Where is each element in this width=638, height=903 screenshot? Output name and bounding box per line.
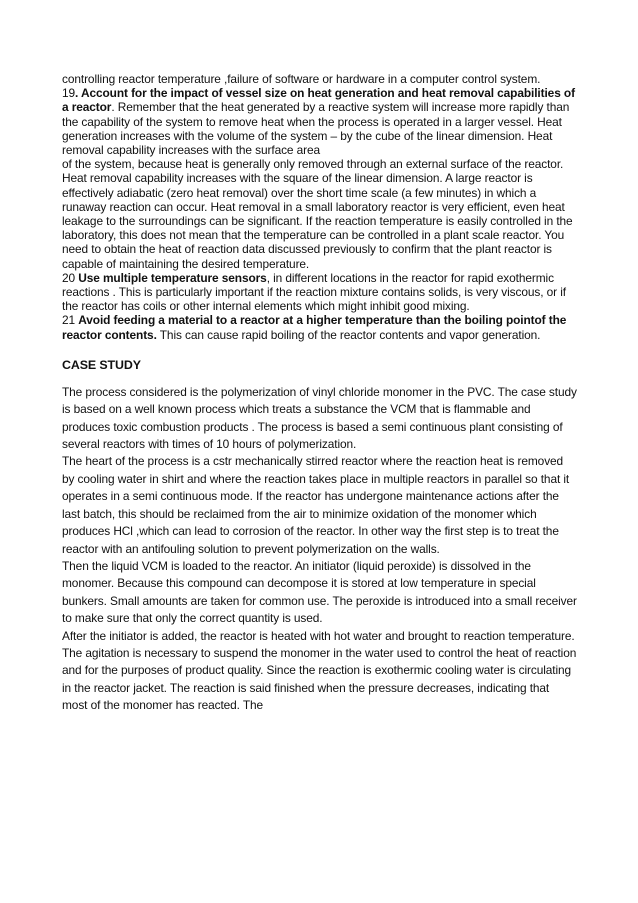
- item-21-number: 21: [62, 313, 79, 328]
- item-20-number: 20: [62, 270, 79, 285]
- case-study-paragraph-2: The heart of the process is a cstr mechanically stirred reactor where the reaction heat is removed by cooling water in shirt and where the reaction takes place in multiple reactors in parallel so that it operates in a semi continuous mode. If the reactor has undergone maintenance actions after the last batch, this should be reclaimed from the air to minimize oxidation of the monomer which produces HCl ,which can lead to corrosion of the reactor. In other way the first step is to treat the reactor with an antifouling solution to prevent polymerization on the walls.: [62, 454, 570, 556]
- case-study-paragraph-1: The process considered is the polymerization of vinyl chloride monomer in the PVC. The case study is based on a well known process which treats a substance the VCM that is flammable and produces toxic combustion products . The process is based a semi continuous plant consisting of several reactors with times of 10 hours of polymerization.: [62, 384, 577, 452]
- case-study-title: CASE STUDY: [62, 357, 141, 372]
- intro-text: controlling reactor temperature ,failure of software or hardware in a computer control system.: [62, 72, 541, 86]
- item-19: [62, 86, 577, 157]
- item-19-continued: of the system, because heat is generally only removed through an external surface of the reactor. Heat removal capability increases with the square of the linear dimension. A large reactor is effectively adiabatic (zero heat removal) over the short time scale (a few minutes) in which a runaway reaction can occur. Heat removal in a small laboratory reactor is very efficient, even heat leakage to the surroundings can be significant. If the reaction temperature is easily controlled in the laboratory, this does not mean that the temperature can be controlled in a plant scale reactor. You need to obtain the heat of reaction data discussed previously to confirm that the plant reactor is capable of maintaining the desired temperature.: [62, 157, 573, 271]
- document-page: [62, 72, 577, 715]
- item-19-heading: . Account for the impact of vessel size on heat generation and heat removal capabilities of a reactor: [62, 86, 575, 115]
- item-19-number: 19: [62, 86, 76, 101]
- case-study-paragraph-3: Then the liquid VCM is loaded to the reactor. An initiator (liquid peroxide) is dissolved in the monomer. Because this compound can decompose it is stored at low temperature in special bunkers. Small amounts are taken for common use. The peroxide is introduced into a small receiver to make sure that only the correct quantity is used.: [62, 558, 577, 626]
- item-20-heading: Use multiple temperature sensors: [78, 270, 267, 285]
- item-21-body: This can cause rapid boiling of the reactor contents and vapor generation.: [156, 327, 541, 342]
- case-study-paragraph-4: After the initiator is added, the reactor is heated with hot water and brought to reaction temperature. The agitation is necessary to suspend the monomer in the water used to control the heat of reaction and for the purposes of product quality. Since the reaction is exothermic cooling water is circulating in the reactor jacket. The reaction is said finished when the pressure decreases, indicating that most of the monomer has reacted. The: [62, 628, 577, 713]
- item-20-body: , in different locations in the reactor for rapid exothermic reactions . This is particularly important if the reaction mixture contains solids, is very viscous, or if the reactor has coils or other internal elements which might inhibit good mixing.: [62, 270, 566, 314]
- item-19-body: . Remember that the heat generated by a reactive system will increase more rapidly than the capability of the system to remove heat when the process is operated in a larger vessel. Heat generation increases with the volume of the system – by the cube of the linear dimension. Heat removal capability increases with the surface area: [62, 100, 570, 158]
- item-21-heading: Avoid feeding a material to a reactor at a higher temperature than the boiling pointof the reactor contents.: [62, 313, 567, 342]
- item-21: [62, 313, 577, 341]
- item-20: [62, 271, 577, 314]
